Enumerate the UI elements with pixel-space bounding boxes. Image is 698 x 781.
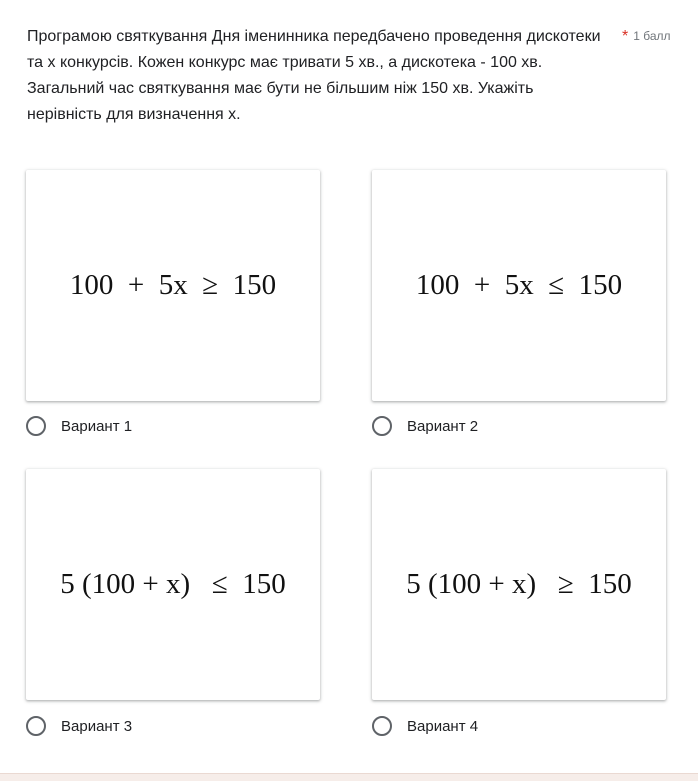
- option-label: Вариант 1: [61, 417, 133, 435]
- points-label: 1 балл: [633, 29, 671, 43]
- radio-button[interactable]: [26, 716, 46, 736]
- option-label: Вариант 4: [407, 717, 479, 735]
- option-label: Вариант 2: [407, 417, 479, 435]
- option-image-4[interactable]: [372, 469, 666, 700]
- required-asterisk: *: [622, 28, 629, 45]
- formula-text-2: 100 + 5x ≤ 150: [415, 269, 623, 301]
- question-text: Програмою святкування Дня іменинника передбачено проведення дискотеки та х конкурсів. Кожен конкурс має тривати 5 хв., а дискотека - 100 хв. Загальний час святкування має бути не більшим ніж 150 хв. Укажіть нерівність для визначення х.: [27, 28, 601, 123]
- option-3[interactable]: [26, 714, 132, 738]
- formula-text-1: 100 + 5x ≥ 150: [69, 269, 277, 301]
- option-label: Вариант 3: [61, 717, 133, 735]
- formula-text-3: 5 (100 + x) ≤ 150: [60, 568, 286, 600]
- option-4[interactable]: [372, 714, 478, 738]
- points-indicator: [622, 28, 671, 46]
- option-image-2[interactable]: [372, 170, 666, 401]
- option-2[interactable]: [372, 414, 478, 438]
- option-image-1[interactable]: [26, 170, 320, 401]
- radio-button[interactable]: [26, 416, 46, 436]
- option-image-3[interactable]: [26, 469, 320, 700]
- option-1[interactable]: [26, 414, 132, 438]
- radio-button[interactable]: [372, 716, 392, 736]
- radio-button[interactable]: [372, 416, 392, 436]
- formula-text-4: 5 (100 + x) ≥ 150: [406, 568, 632, 600]
